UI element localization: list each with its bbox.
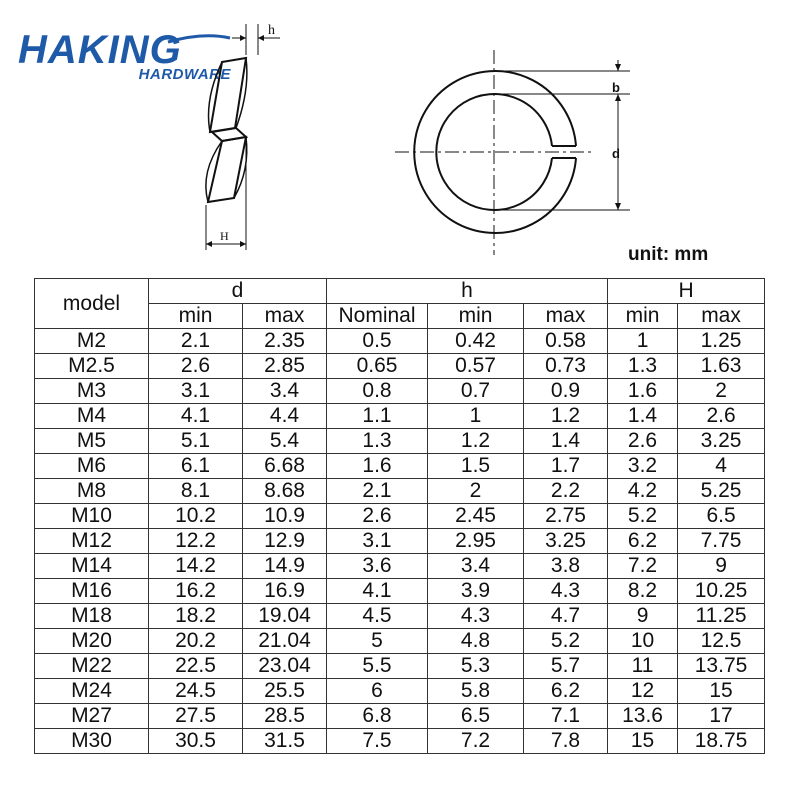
value-cell: 2.6 [149, 354, 243, 379]
model-cell: M5 [35, 429, 149, 454]
value-cell: 7.8 [524, 729, 608, 754]
value-cell: 0.42 [428, 329, 524, 354]
value-cell: 3.25 [524, 529, 608, 554]
header-h-nominal: Nominal [327, 304, 428, 329]
model-cell: M22 [35, 654, 149, 679]
value-cell: 15 [678, 679, 765, 704]
value-cell: 2 [428, 479, 524, 504]
table-row [35, 654, 765, 679]
value-cell: 0.9 [524, 379, 608, 404]
value-cell: 10.9 [243, 504, 327, 529]
value-cell: 4.3 [524, 579, 608, 604]
value-cell: 0.8 [327, 379, 428, 404]
value-cell: 12.2 [149, 529, 243, 554]
table-row [35, 454, 765, 479]
value-cell: 1.1 [327, 404, 428, 429]
value-cell: 15 [608, 729, 678, 754]
table-row [35, 479, 765, 504]
model-cell: M2.5 [35, 354, 149, 379]
value-cell: 1.25 [678, 329, 765, 354]
table-row [35, 379, 765, 404]
value-cell: 7.2 [608, 554, 678, 579]
value-cell: 3.1 [149, 379, 243, 404]
table-row [35, 629, 765, 654]
value-cell: 4.1 [327, 579, 428, 604]
label-H: H [220, 229, 229, 243]
table-row [35, 329, 765, 354]
value-cell: 25.5 [243, 679, 327, 704]
value-cell: 4.5 [327, 604, 428, 629]
value-cell: 4.7 [524, 604, 608, 629]
table-row [35, 354, 765, 379]
value-cell: 30.5 [149, 729, 243, 754]
header-model: model [35, 279, 149, 329]
value-cell: 6.1 [149, 454, 243, 479]
value-cell: 5.1 [149, 429, 243, 454]
washer-drawing [0, 0, 800, 270]
model-cell: M3 [35, 379, 149, 404]
value-cell: 0.7 [428, 379, 524, 404]
value-cell: 3.9 [428, 579, 524, 604]
value-cell: 3.6 [327, 554, 428, 579]
model-cell: M18 [35, 604, 149, 629]
value-cell: 27.5 [149, 704, 243, 729]
value-cell: 13.6 [608, 704, 678, 729]
value-cell: 0.65 [327, 354, 428, 379]
front-view [395, 50, 630, 255]
value-cell: 6.5 [678, 504, 765, 529]
model-cell: M16 [35, 579, 149, 604]
header-H: H [608, 279, 765, 304]
table-body [35, 329, 765, 754]
value-cell: 1.2 [524, 404, 608, 429]
value-cell: 6.5 [428, 704, 524, 729]
value-cell: 10.25 [678, 579, 765, 604]
value-cell: 4.2 [608, 479, 678, 504]
value-cell: 4.4 [243, 404, 327, 429]
unit-label: unit: mm [628, 244, 709, 265]
value-cell: 1.6 [608, 379, 678, 404]
value-cell: 2.6 [608, 429, 678, 454]
table-row [35, 554, 765, 579]
value-cell: 2.45 [428, 504, 524, 529]
value-cell: 6.2 [608, 529, 678, 554]
value-cell: 8.68 [243, 479, 327, 504]
value-cell: 6 [327, 679, 428, 704]
value-cell: 6.8 [327, 704, 428, 729]
value-cell: 1.63 [678, 354, 765, 379]
table-row [35, 604, 765, 629]
value-cell: 5 [327, 629, 428, 654]
value-cell: 1.4 [524, 429, 608, 454]
value-cell: 31.5 [243, 729, 327, 754]
logo-brand-text: HAKING [18, 28, 182, 72]
value-cell: 14.2 [149, 554, 243, 579]
value-cell: 3.8 [524, 554, 608, 579]
value-cell: 5.3 [428, 654, 524, 679]
value-cell: 16.2 [149, 579, 243, 604]
value-cell: 4.3 [428, 604, 524, 629]
value-cell: 1 [428, 404, 524, 429]
model-cell: M6 [35, 454, 149, 479]
table-row [35, 704, 765, 729]
model-cell: M20 [35, 629, 149, 654]
value-cell: 5.2 [608, 504, 678, 529]
value-cell: 4.1 [149, 404, 243, 429]
value-cell: 1.5 [428, 454, 524, 479]
header-d: d [149, 279, 327, 304]
table-row [35, 529, 765, 554]
value-cell: 12 [608, 679, 678, 704]
value-cell: 11 [608, 654, 678, 679]
value-cell: 4 [678, 454, 765, 479]
value-cell: 20.2 [149, 629, 243, 654]
header-h-max: max [524, 304, 608, 329]
header-H-min: min [608, 304, 678, 329]
value-cell: 2.6 [327, 504, 428, 529]
value-cell: 3.25 [678, 429, 765, 454]
value-cell: 2.75 [524, 504, 608, 529]
value-cell: 3.4 [428, 554, 524, 579]
model-cell: M27 [35, 704, 149, 729]
value-cell: 0.58 [524, 329, 608, 354]
value-cell: 12.5 [678, 629, 765, 654]
model-cell: M8 [35, 479, 149, 504]
model-cell: M2 [35, 329, 149, 354]
value-cell: 5.25 [678, 479, 765, 504]
value-cell: 3.1 [327, 529, 428, 554]
value-cell: 1.3 [327, 429, 428, 454]
header-d-max: max [243, 304, 327, 329]
value-cell: 9 [608, 604, 678, 629]
value-cell: 2.6 [678, 404, 765, 429]
table-row [35, 404, 765, 429]
value-cell: 5.4 [243, 429, 327, 454]
model-cell: M10 [35, 504, 149, 529]
value-cell: 7.2 [428, 729, 524, 754]
model-cell: M12 [35, 529, 149, 554]
model-cell: M4 [35, 404, 149, 429]
value-cell: 21.04 [243, 629, 327, 654]
model-cell: M24 [35, 679, 149, 704]
value-cell: 7.5 [327, 729, 428, 754]
value-cell: 8.1 [149, 479, 243, 504]
value-cell: 18.75 [678, 729, 765, 754]
header-row-top [35, 279, 765, 304]
label-d: d [612, 146, 620, 161]
model-cell: M30 [35, 729, 149, 754]
value-cell: 1 [608, 329, 678, 354]
value-cell: 2.85 [243, 354, 327, 379]
value-cell: 2.2 [524, 479, 608, 504]
value-cell: 23.04 [243, 654, 327, 679]
value-cell: 1.6 [327, 454, 428, 479]
value-cell: 1.4 [608, 404, 678, 429]
value-cell: 6.2 [524, 679, 608, 704]
value-cell: 0.57 [428, 354, 524, 379]
side-view [206, 24, 280, 250]
value-cell: 28.5 [243, 704, 327, 729]
value-cell: 7.1 [524, 704, 608, 729]
value-cell: 10 [608, 629, 678, 654]
value-cell: 2.1 [149, 329, 243, 354]
value-cell: 5.8 [428, 679, 524, 704]
table-row [35, 729, 765, 754]
value-cell: 2.95 [428, 529, 524, 554]
value-cell: 7.75 [678, 529, 765, 554]
value-cell: 8.2 [608, 579, 678, 604]
header-h: h [327, 279, 608, 304]
value-cell: 22.5 [149, 654, 243, 679]
label-h: h [268, 23, 275, 38]
value-cell: 17 [678, 704, 765, 729]
value-cell: 19.04 [243, 604, 327, 629]
table-row [35, 579, 765, 604]
value-cell: 0.73 [524, 354, 608, 379]
value-cell: 18.2 [149, 604, 243, 629]
value-cell: 0.5 [327, 329, 428, 354]
value-cell: 2.35 [243, 329, 327, 354]
value-cell: 5.5 [327, 654, 428, 679]
value-cell: 5.7 [524, 654, 608, 679]
value-cell: 2.1 [327, 479, 428, 504]
table-row [35, 429, 765, 454]
logo-sub-text: HARDWARE [138, 66, 231, 83]
header-h-min: min [428, 304, 524, 329]
value-cell: 2 [678, 379, 765, 404]
value-cell: 12.9 [243, 529, 327, 554]
value-cell: 24.5 [149, 679, 243, 704]
value-cell: 11.25 [678, 604, 765, 629]
value-cell: 13.75 [678, 654, 765, 679]
value-cell: 5.2 [524, 629, 608, 654]
value-cell: 3.4 [243, 379, 327, 404]
label-b: b [612, 80, 620, 95]
value-cell: 3.2 [608, 454, 678, 479]
value-cell: 10.2 [149, 504, 243, 529]
table-row [35, 679, 765, 704]
dimension-table [34, 278, 765, 754]
model-cell: M14 [35, 554, 149, 579]
value-cell: 1.3 [608, 354, 678, 379]
value-cell: 16.9 [243, 579, 327, 604]
value-cell: 4.8 [428, 629, 524, 654]
value-cell: 14.9 [243, 554, 327, 579]
value-cell: 6.68 [243, 454, 327, 479]
header-H-max: max [678, 304, 765, 329]
value-cell: 1.2 [428, 429, 524, 454]
value-cell: 1.7 [524, 454, 608, 479]
header-d-min: min [149, 304, 243, 329]
value-cell: 9 [678, 554, 765, 579]
table-row [35, 504, 765, 529]
